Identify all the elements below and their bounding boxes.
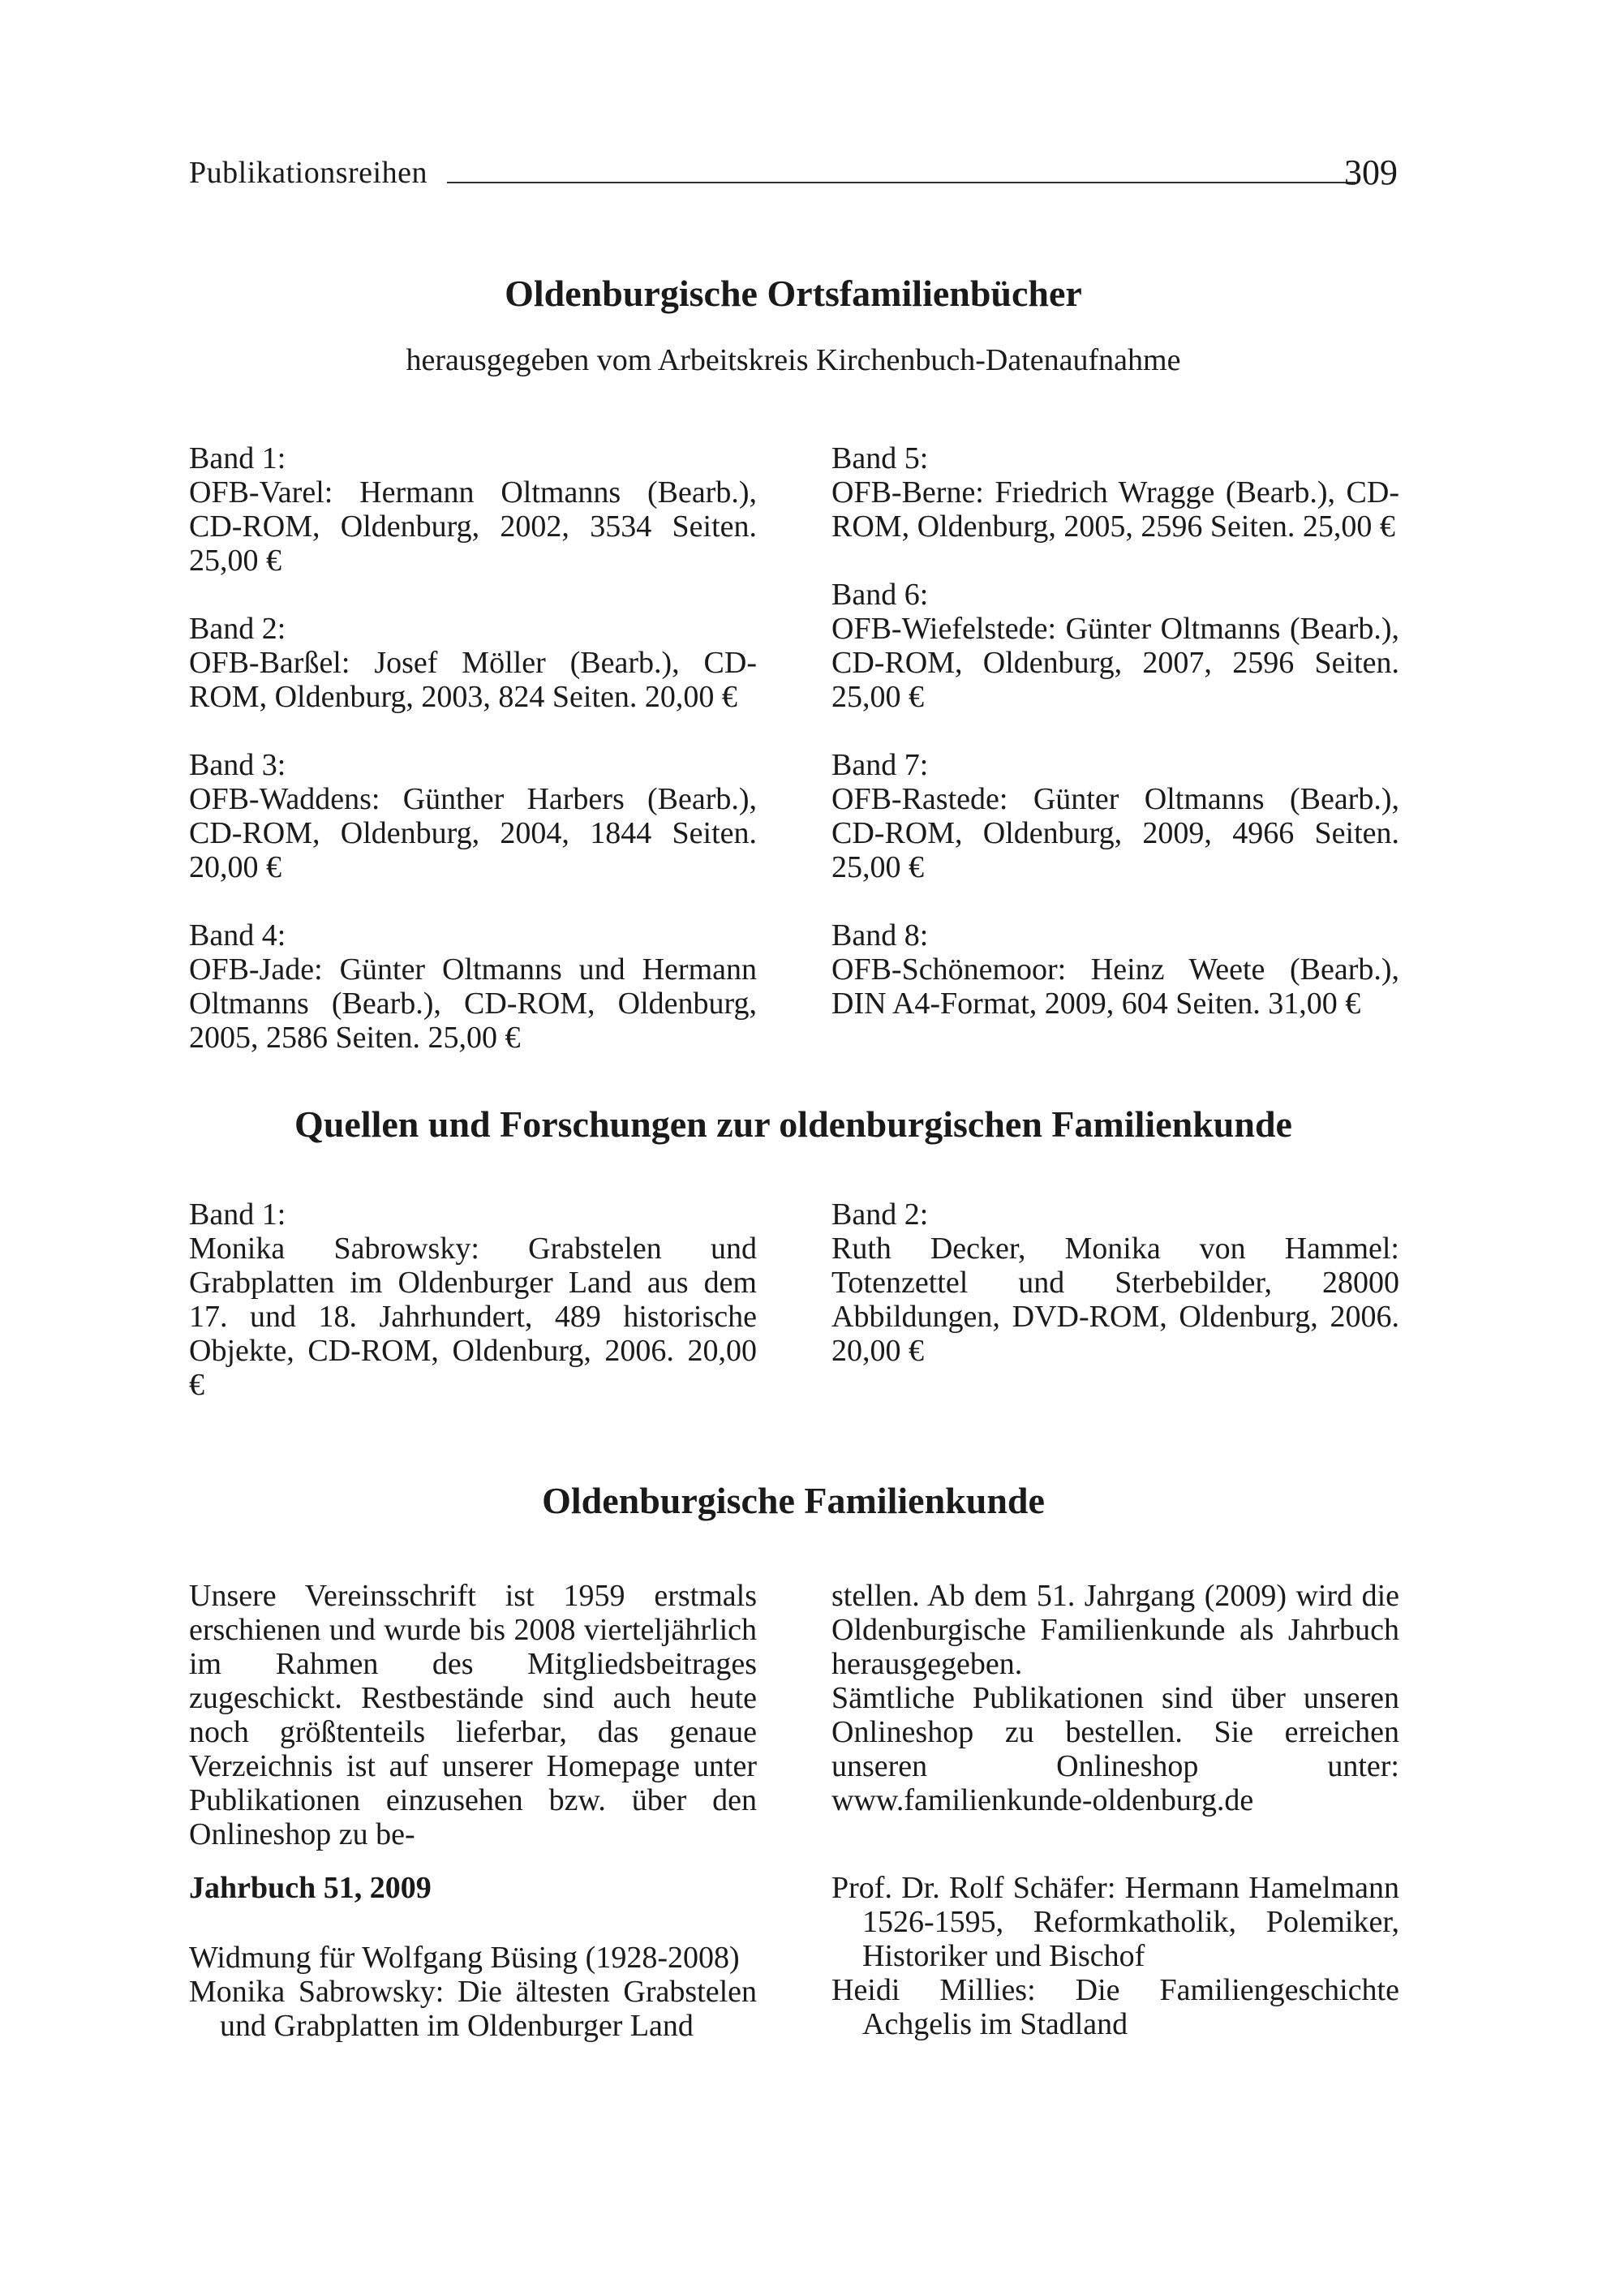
band-label: Band 2: [831,1197,929,1232]
toc-item: Monika Sabrowsky: Die ältesten Grabstelen und Grabplatten im Oldenburger Land [189,1975,757,2043]
ofb-left-column [189,441,757,1089]
ofb-entry [831,748,1399,884]
quellen-entry [831,1197,1399,1368]
intro-paragraph-continued: stellen. Ab dem 51. Jahrgang (2009) wird die Oldenburgische Familienkunde als Jahrbuch herausgegeben. [831,1579,1399,1681]
ofb-entry [189,612,757,714]
band-description: OFB-Schönemoor: Heinz Weete (Bearb.), DIN A4-Format, 2009, 604 Seiten. 31,00 € [831,952,1399,1021]
running-header [189,153,1398,193]
page-number: 309 [1344,153,1398,192]
band-description: OFB-Varel: Hermann Oltmanns (Bearb.), CD-ROM, Oldenburg, 2002, 3534 Seiten. 25,00 € [189,475,757,578]
band-description: OFB-Berne: Friedrich Wragge (Bearb.), CD-ROM, Oldenburg, 2005, 2596 Seiten. 25,00 € [831,475,1399,544]
band-description: OFB-Jade: Günter Oltmanns und Hermann Oltmanns (Bearb.), CD-ROM, Oldenburg, 2005, 2586 Seiten. 25,00 € [189,952,757,1055]
jahrbuch-heading: Jahrbuch 51, 2009 [189,1871,432,1905]
band-description: OFB-Wiefelstede: Günter Oltmanns (Bearb.), CD-ROM, Oldenburg, 2007, 2596 Seiten. 25,00 € [831,612,1399,714]
band-label: Band 4: [189,918,286,952]
ofb-entry [189,918,757,1055]
jahrbuch-right-column [831,1871,1399,2041]
header-rule [447,182,1355,183]
band-description: Ruth Decker, Monika von Hammel: Totenzettel und Sterbebilder, 28000 Abbildungen, DVD-ROM, Oldenburg, 2006. 20,00 € [831,1232,1399,1368]
section-title-familienkunde: Oldenburgische Familienkunde [542,1480,1045,1521]
familienkunde-intro-right [831,1579,1399,1817]
quellen-entry [189,1197,757,1402]
running-title: Publikationsreihen [189,156,427,190]
band-description: OFB-Rastede: Günter Oltmanns (Bearb.), CD-ROM, Oldenburg, 2009, 4966 Seiten. 25,00 € [831,782,1399,884]
section-title-quellen: Quellen und Forschungen zur oldenburgischen Familienkunde [294,1103,1292,1145]
familienkunde-intro-left [189,1579,757,1851]
band-description: OFB-Waddens: Günther Harbers (Bearb.), CD-ROM, Oldenburg, 2004, 1844 Seiten. 20,00 € [189,782,757,884]
band-label: Band 2: [189,612,286,646]
ofb-entry [831,918,1399,1021]
jahrbuch-left-column [189,1871,757,2043]
band-label: Band 6: [831,578,929,612]
toc-item: Prof. Dr. Rolf Schäfer: Hermann Hamelmann 1526-1595, Reformkatholik, Polemiker, Historiker und Bischof [831,1871,1399,1973]
toc-item: Heidi Millies: Die Familiengeschichte Achgelis im Stadland [831,1973,1399,2041]
band-label: Band 7: [831,748,929,782]
band-label: Band 1: [189,441,286,475]
jahrbuch-contents-left [189,1941,757,2043]
ofb-entry [831,578,1399,714]
intro-paragraph: Unsere Vereinsschrift ist 1959 erstmals erschienen und wurde bis 2008 vierteljährlich im Rahmen des Mitgliedsbeitrages zugeschickt. Restbestände sind auch heute noch größtenteils lieferbar, das genaue Verzeichnis ist auf unserer Homepage unter Publikationen einzusehen bzw. über den Onlineshop zu be- [189,1579,757,1851]
ofb-entry [189,441,757,578]
band-description: Monika Sabrowsky: Grabstelen und Grabplatten im Oldenburger Land aus dem 17. und 18. Jahrhundert, 489 historische Objekte, CD-ROM, Oldenburg, 2006. 20,00 € [189,1232,757,1402]
section-subtitle-ortsfamilienbuecher: herausgegeben vom Arbeitskreis Kirchenbuch-Datenaufnahme [406,343,1181,377]
band-description: OFB-Barßel: Josef Möller (Bearb.), CD-ROM, Oldenburg, 2003, 824 Seiten. 20,00 € [189,646,757,714]
book-page [189,0,1398,2296]
band-label: Band 3: [189,748,286,782]
toc-item: Widmung für Wolfgang Büsing (1928-2008) [189,1941,740,1975]
ofb-entry [831,441,1399,544]
ofb-right-column [831,441,1399,1055]
jahrbuch-contents-right [831,1871,1399,2041]
ofb-entry [189,748,757,884]
band-label: Band 8: [831,918,929,952]
quellen-left-column [189,1197,757,1436]
band-label: Band 1: [189,1197,286,1232]
onlineshop-paragraph: Sämtliche Publikationen sind über unseren Onlineshop zu bestellen. Sie erreichen unseren Onlineshop unter: www.familienkunde-oldenburg.de [831,1681,1399,1817]
section-title-ortsfamilienbuecher: Oldenburgische Ortsfamilienbücher [505,273,1082,314]
quellen-right-column [831,1197,1399,1402]
band-label: Band 5: [831,441,929,475]
